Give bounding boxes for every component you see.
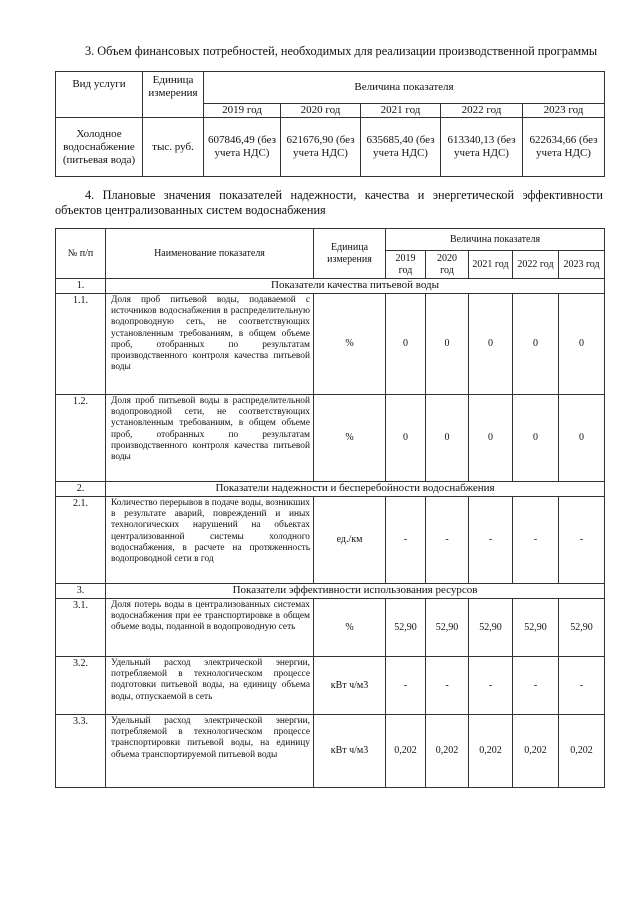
value-cell: - — [469, 497, 513, 584]
value-cell: 613340,13 (без учета НДС) — [441, 118, 523, 177]
table-row — [56, 497, 605, 584]
table-row — [56, 395, 605, 482]
row-number: 3.3. — [56, 715, 106, 788]
indicator-unit: % — [314, 294, 386, 395]
value-cell: 52,90 — [513, 599, 559, 657]
year-header: 2019 год — [386, 251, 426, 279]
value-cell: 0 — [426, 294, 469, 395]
section4-title: 4. Плановые значения показателей надежности, качества и энергетической эффективности объектов централизованных систем водоснабжения — [55, 188, 603, 217]
value-cell: - — [426, 497, 469, 584]
value-cell: - — [386, 497, 426, 584]
row-number: 1.2. — [56, 395, 106, 482]
indicator-name: Удельный расход электрической энергии, потребляемой в технологическом процессе подготовки питьевой воды, на единицу объема воды, отпускаемой в сеть — [106, 657, 314, 715]
year-header: 2019 год — [204, 104, 281, 118]
header-service: Вид услуги — [56, 72, 143, 118]
value-cell: 0 — [559, 294, 605, 395]
section-number: 2. — [56, 482, 106, 497]
value-cell: 0 — [513, 294, 559, 395]
indicator-name: Доля проб питьевой воды в распределительной водопроводной сети, не соответствующих установленным требованиям, в общем объеме проб, отобранных по результатам производственного контроля качества питьевой воды — [106, 395, 314, 482]
row-number: 3.2. — [56, 657, 106, 715]
value-cell: - — [559, 657, 605, 715]
section-title: Показатели качества питьевой воды — [106, 279, 605, 294]
table-row — [56, 294, 605, 395]
year-header: 2020 год — [281, 104, 361, 118]
service-name: Холодное водоснабжение (питьевая вода) — [56, 118, 143, 177]
value-cell: - — [513, 657, 559, 715]
value-cell: 0,202 — [559, 715, 605, 788]
header-unit: Единица измерения — [314, 229, 386, 279]
value-cell: 622634,66 (без учета НДС) — [523, 118, 605, 177]
value-cell: 0 — [469, 395, 513, 482]
financial-needs-table — [55, 71, 605, 177]
value-cell: 52,90 — [559, 599, 605, 657]
year-header: 2021 год — [361, 104, 441, 118]
value-cell: 621676,90 (без учета НДС) — [281, 118, 361, 177]
value-cell: 0 — [513, 395, 559, 482]
indicator-unit: % — [314, 599, 386, 657]
indicator-name: Доля проб питьевой воды, подаваемой с источников водоснабжения в распределительную водопроводную сеть, не соответствующих установленным требованиям, в общем объеме проб, отобранных по результатам производственного контроля качества питьевой воды — [106, 294, 314, 395]
value-cell: 0 — [469, 294, 513, 395]
indicator-unit: ед./км — [314, 497, 386, 584]
indicator-unit: кВт ч/м3 — [314, 715, 386, 788]
year-header: 2020 год — [426, 251, 469, 279]
value-cell: 0 — [386, 395, 426, 482]
service-unit: тыс. руб. — [143, 118, 204, 177]
value-cell: 52,90 — [469, 599, 513, 657]
row-number: 1.1. — [56, 294, 106, 395]
year-header: 2022 год — [441, 104, 523, 118]
section-title: Показатели надежности и бесперебойности водоснабжения — [106, 482, 605, 497]
value-cell: 0,202 — [386, 715, 426, 788]
row-number: 2.1. — [56, 497, 106, 584]
indicators-table — [55, 228, 605, 788]
value-cell: 0,202 — [513, 715, 559, 788]
header-name: Наименование показателя — [106, 229, 314, 279]
value-cell: 0,202 — [426, 715, 469, 788]
year-header: 2022 год — [513, 251, 559, 279]
table-row — [56, 657, 605, 715]
value-cell: 0,202 — [469, 715, 513, 788]
value-cell: 52,90 — [386, 599, 426, 657]
value-cell: 52,90 — [426, 599, 469, 657]
section-title: Показатели эффективности использования ресурсов — [106, 584, 605, 599]
header-value: Величина показателя — [386, 229, 605, 251]
value-cell: - — [426, 657, 469, 715]
section-number: 3. — [56, 584, 106, 599]
value-cell: - — [513, 497, 559, 584]
section-row — [56, 482, 605, 497]
indicator-name: Доля потерь воды в централизованных системах водоснабжения при ее транспортировке в общем объеме воды, поданной в водопроводную сеть — [106, 599, 314, 657]
table-row — [56, 715, 605, 788]
section-row — [56, 584, 605, 599]
table-row — [56, 599, 605, 657]
value-cell: - — [559, 497, 605, 584]
value-cell: - — [386, 657, 426, 715]
value-cell: 607846,49 (без учета НДС) — [204, 118, 281, 177]
year-header: 2023 год — [559, 251, 605, 279]
row-number: 3.1. — [56, 599, 106, 657]
header-value: Величина показателя — [204, 72, 605, 104]
section3-title: 3. Объем финансовых потребностей, необходимых для реализации производственной программы — [85, 44, 598, 58]
section-row — [56, 279, 605, 294]
year-header: 2023 год — [523, 104, 605, 118]
header-unit: Единица измерения — [143, 72, 204, 118]
value-cell: 0 — [426, 395, 469, 482]
year-header: 2021 год — [469, 251, 513, 279]
indicator-unit: кВт ч/м3 — [314, 657, 386, 715]
value-cell: - — [469, 657, 513, 715]
value-cell: 0 — [386, 294, 426, 395]
indicator-unit: % — [314, 395, 386, 482]
indicator-name: Удельный расход электрической энергии, потребляемой в технологическом процессе транспортировки питьевой воды, на единицу объема транспортируемой питьевой воды — [106, 715, 314, 788]
header-num: № п/п — [56, 229, 106, 279]
value-cell: 0 — [559, 395, 605, 482]
value-cell: 635685,40 (без учета НДС) — [361, 118, 441, 177]
indicator-name: Количество перерывов в подаче воды, возникших в результате аварий, повреждений и иных технологических нарушений на объектах централизованной системы холодного водоснабжения, в расчете на протяженность водопроводной сети в год — [106, 497, 314, 584]
section-number: 1. — [56, 279, 106, 294]
